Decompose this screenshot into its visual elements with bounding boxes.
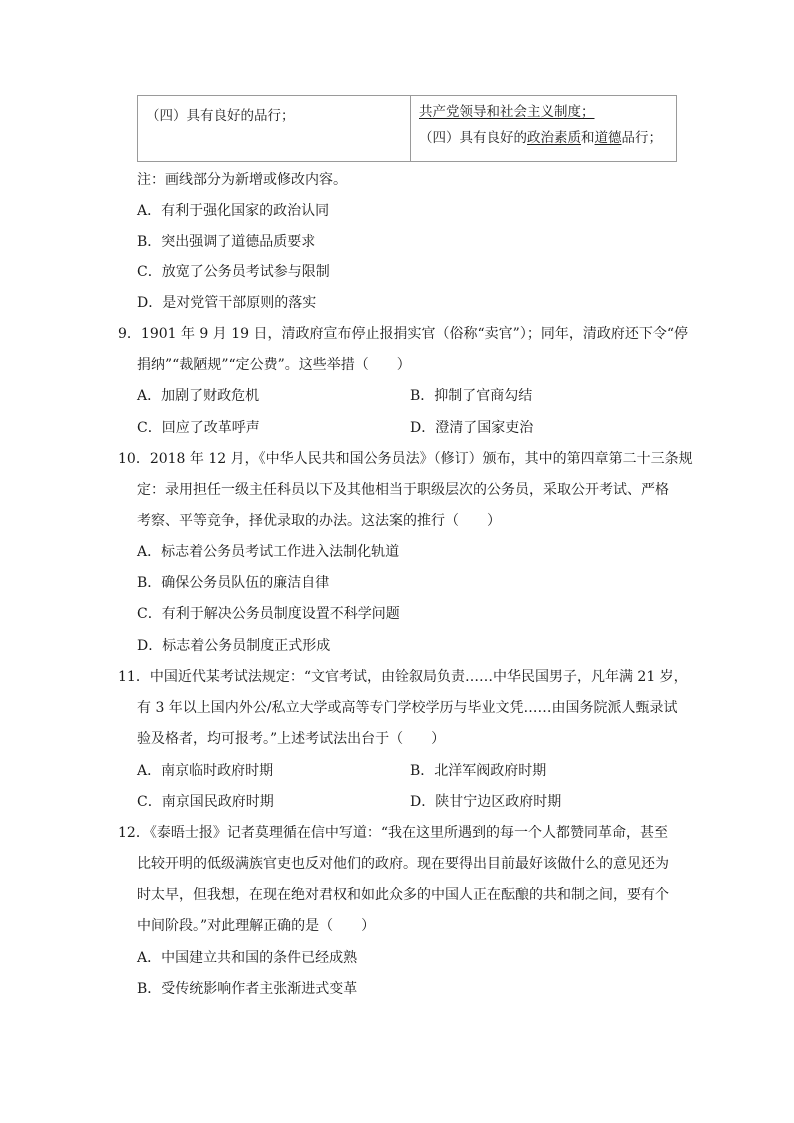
q10-option-a: A．标志着公务员考试工作进入法制化轨道 bbox=[137, 544, 400, 560]
q11-option-b: B．北洋军阀政府时期 bbox=[410, 763, 547, 779]
q9-stem-line1: 9．1901 年 9 月 19 日，清政府宣布停止报捐实官（俗称“卖官”）；同年，清政府还下令“停 bbox=[118, 326, 688, 342]
q10-stem-line1: 10．2018 年 12 月，《中华人民共和国公务员法》（修订）颁布，其中的第四章第二十三条规 bbox=[118, 451, 693, 467]
q10-stem-line3: 考察、平等竞争，择优录取的办法。这法案的推行（ ） bbox=[137, 513, 501, 529]
q9-option-d: D．澄清了国家吏治 bbox=[410, 420, 534, 436]
q9-stem-line2: 捐纳”“裁陋规”“定公费”。这些举措（ ） bbox=[137, 357, 411, 373]
q10-stem-line2: 定：录用担任一级主任科员以下及其他相当于职级层次的公务员，采取公开考试、严格 bbox=[137, 482, 669, 498]
table-cell-new-line1: 共产党领导和社会主义制度； bbox=[419, 104, 595, 120]
q12-stem-line2: 比较开明的低级满族官吏也反对他们的政府。现在要得出目前最好该做什么的意见还为 bbox=[137, 856, 669, 872]
q11-option-a: A．南京临时政府时期 bbox=[137, 763, 274, 779]
table-note: 注：画线部分为新增或修改内容。 bbox=[137, 172, 347, 188]
q8-option-a: A．有利于强化国家的政治认同 bbox=[137, 203, 330, 219]
q11-option-d: D．陕甘宁边区政府时期 bbox=[410, 794, 562, 810]
q8-option-d: D．是对党管干部原则的落实 bbox=[137, 295, 317, 311]
q9-option-b: B．抑制了官商勾结 bbox=[410, 388, 533, 404]
q12-option-b: B．受传统影响作者主张渐进式变革 bbox=[137, 981, 358, 997]
q9-option-a: A．加剧了财政危机 bbox=[137, 388, 260, 404]
q8-option-b: B．突出强调了道德品质要求 bbox=[137, 234, 316, 250]
table-cell-new-line2 bbox=[419, 128, 668, 148]
text-segment: （四）具有良好的 bbox=[419, 130, 527, 146]
q10-option-d: D．标志着公务员制度正式形成 bbox=[137, 638, 331, 654]
underlined-segment: 道德 bbox=[594, 130, 622, 146]
q11-stem-line1: 11．中国近代某考试法规定：“文官考试，由铨叙局负责……中华民国男子，凡年满 21 岁， bbox=[118, 669, 688, 685]
q12-stem-line1: 12．《泰晤士报》记者莫理循在信中写道：“我在这里所遇到的每一个人都赞同革命，甚至 bbox=[118, 825, 668, 841]
table-cell-old bbox=[138, 96, 411, 162]
q12-stem-line4: 中间阶段。”对此理解正确的是（ ） bbox=[137, 918, 376, 934]
q9-option-c: C．回应了改革呼声 bbox=[137, 420, 260, 436]
q12-stem-line3: 时太早，但我想，在现在绝对君权和如此众多的中国人正在酝酿的共和制之间，要有个 bbox=[137, 887, 669, 903]
q8-option-c: C．放宽了公务员考试参与限制 bbox=[137, 264, 330, 280]
q11-stem-line2: 有 3 年以上国内外公/私立大学或高等专门学校学历与毕业文凭……由国务院派人甄录试 bbox=[137, 700, 678, 716]
table-cell-new bbox=[411, 96, 677, 162]
q10-option-b: B．确保公务员队伍的廉洁自律 bbox=[137, 575, 330, 591]
table-cell-old-text: （四）具有良好的品行； bbox=[146, 108, 295, 124]
underlined-segment: 政治素质 bbox=[527, 130, 581, 146]
q11-option-c: C．南京国民政府时期 bbox=[137, 794, 274, 810]
q10-option-c: C．有利于解决公务员制度设置不科学问题 bbox=[137, 606, 400, 622]
table-row bbox=[138, 96, 677, 162]
text-segment: 品行； bbox=[621, 130, 662, 146]
q11-stem-line3: 验及格者，均可报考。”上述考试法出台于（ ） bbox=[137, 731, 446, 747]
comparison-table bbox=[137, 95, 677, 162]
q12-option-a: A．中国建立共和国的条件已经成熟 bbox=[137, 950, 358, 966]
text-segment: 和 bbox=[581, 130, 595, 146]
